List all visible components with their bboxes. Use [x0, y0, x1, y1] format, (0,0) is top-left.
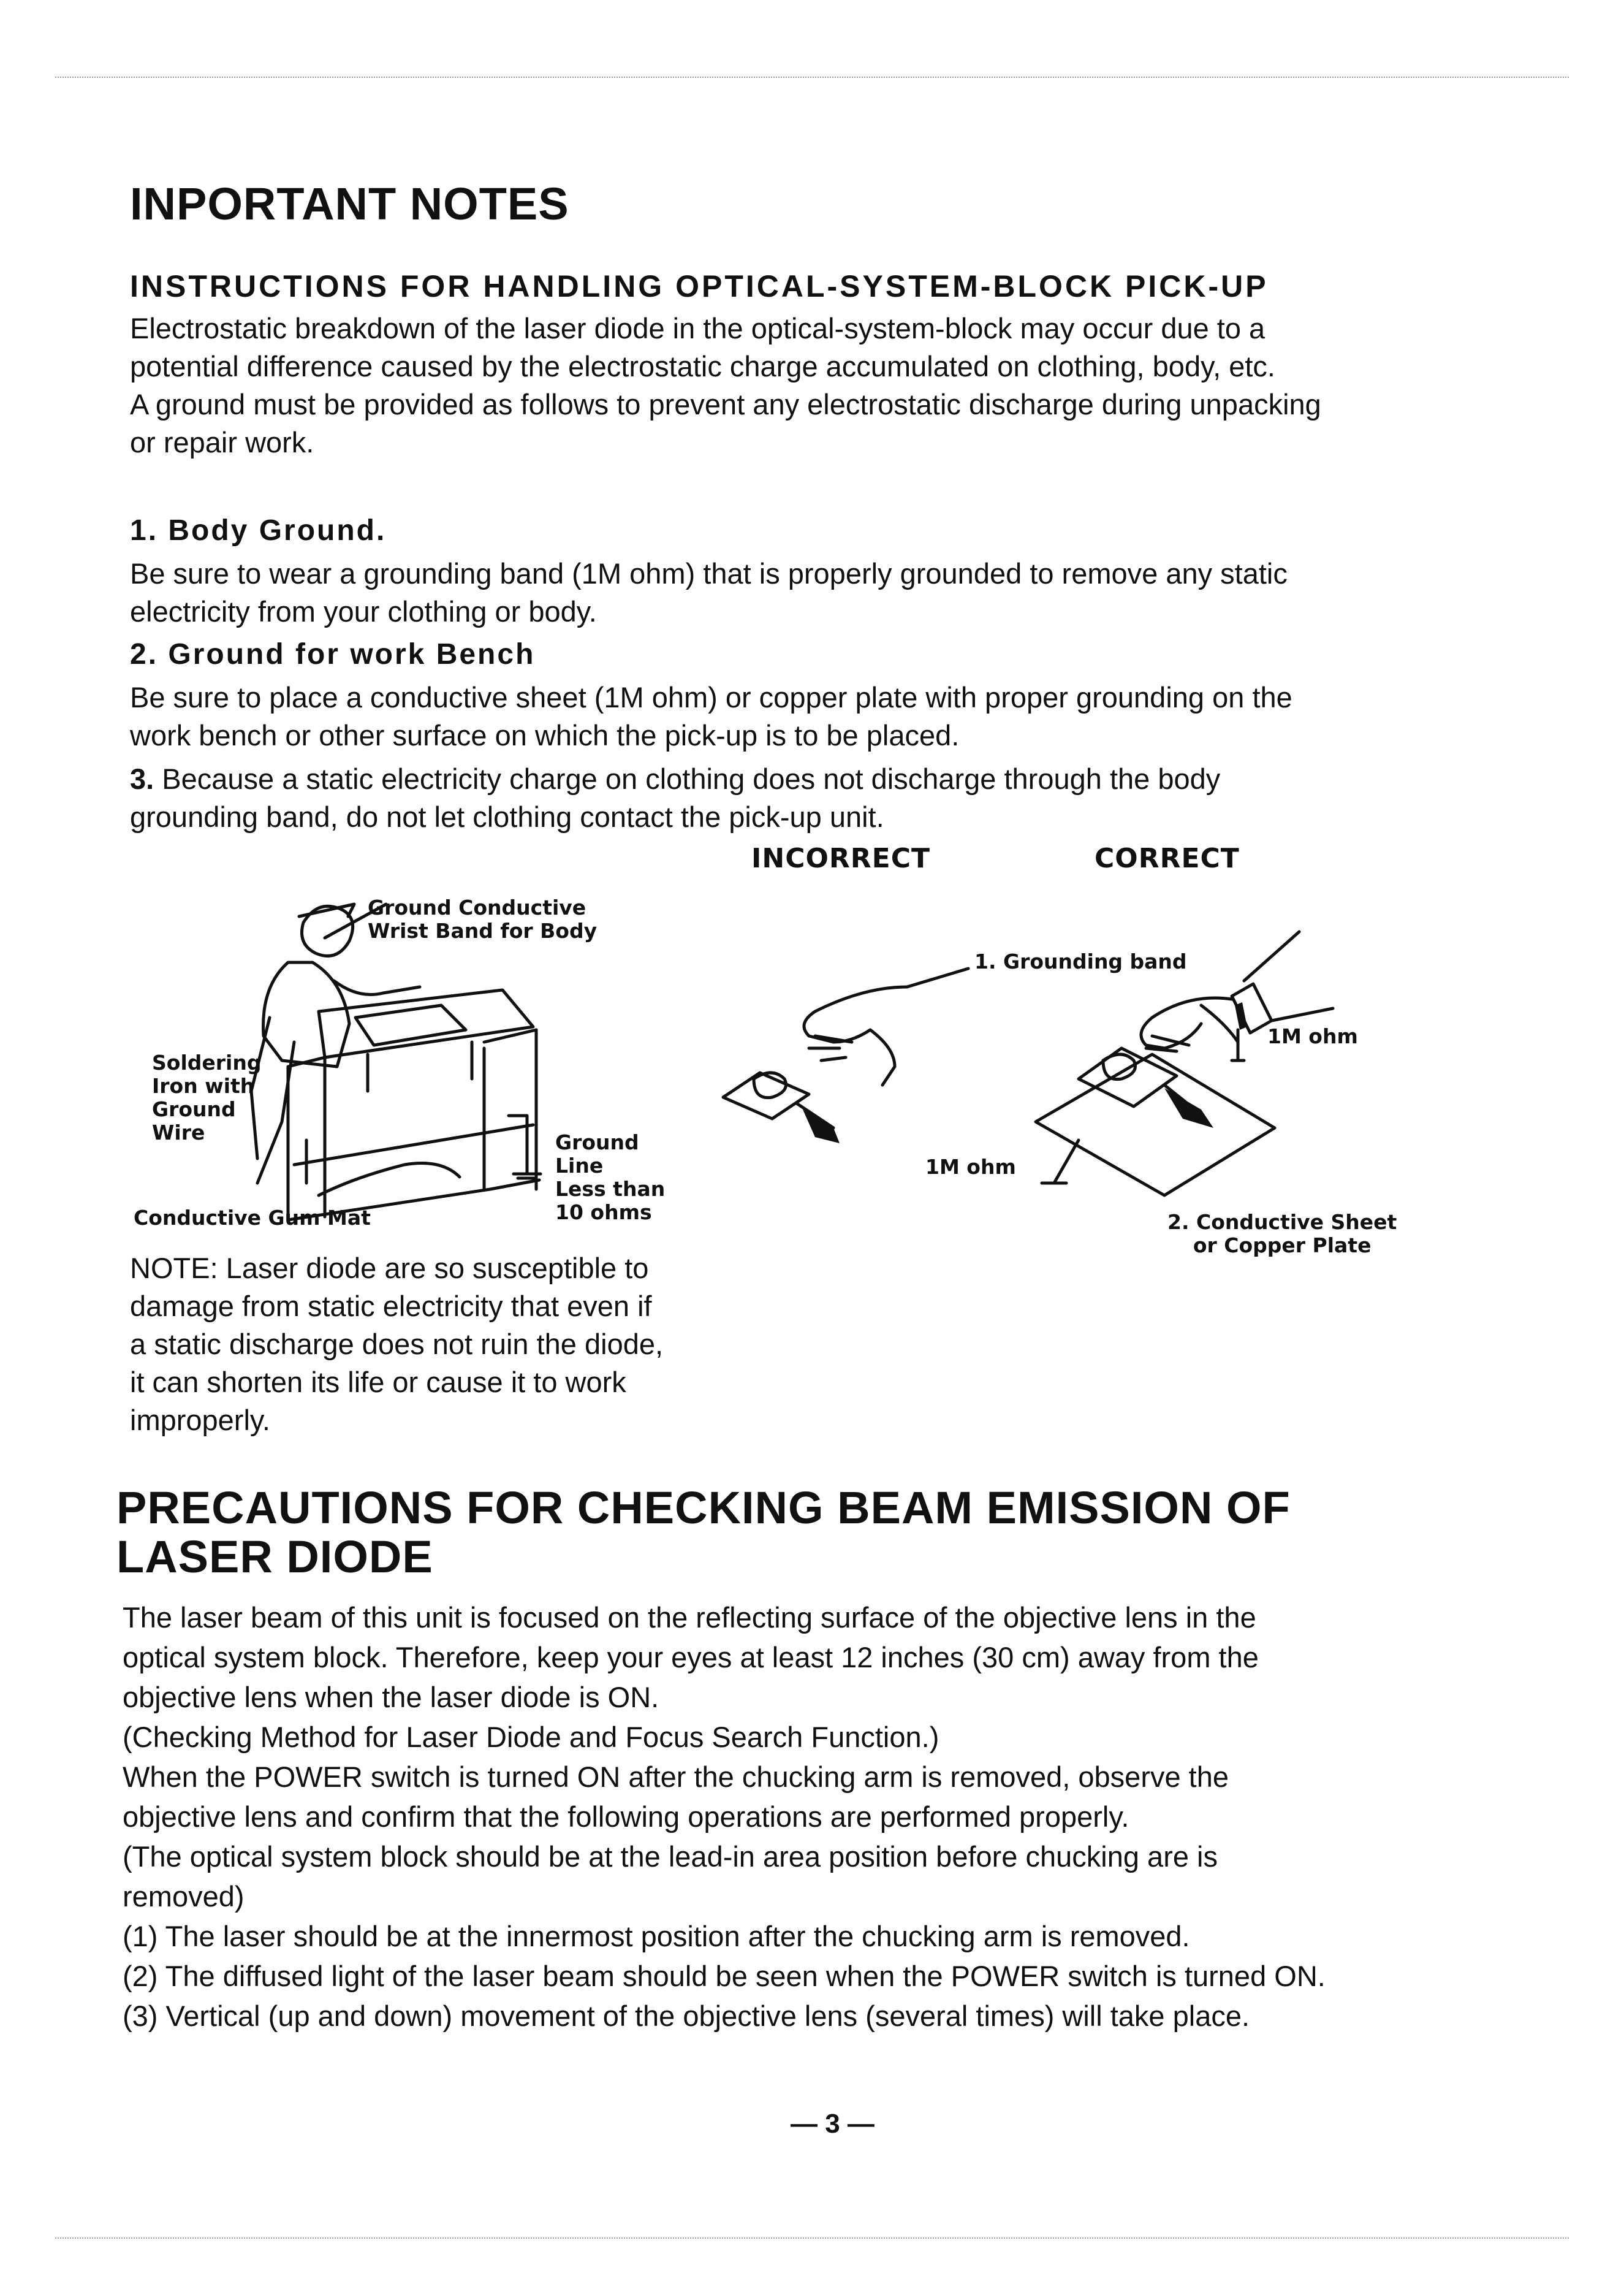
wrist-band-label: Ground Conductive Wrist Band for Body [368, 896, 598, 943]
grounding-band-label: 1. Grounding band [974, 950, 1187, 973]
correct-ground-clip [1164, 1088, 1213, 1128]
precautions-paragraph [123, 1597, 1563, 2036]
text-line: optical system block. Therefore, keep your eyes at least 12 inches (30 cm) away from the [123, 1641, 1259, 1673]
incorrect-hand [804, 969, 968, 1085]
text-line: it can shorten its life or cause it to work [130, 1366, 626, 1398]
text-line: Because a static electricity charge on clothing does not discharge through the body [154, 763, 1221, 795]
technician-figure [251, 904, 420, 1183]
text-line: (2) The diffused light of the laser beam should be seen when the POWER switch is turned ON. [123, 1960, 1326, 1992]
important-notes-title: INPORTANT NOTES [130, 178, 569, 229]
item3-number: 3. [130, 763, 154, 795]
conductive-sheet [1036, 1054, 1275, 1195]
text-line: (3) Vertical (up and down) movement of the objective lens (several times) will take place. [123, 2000, 1250, 2032]
grounding-band-strap [1235, 1002, 1247, 1030]
text-line: damage from static electricity that even if [130, 1290, 652, 1322]
page-number: — 3 — [791, 2109, 875, 2139]
incorrect-label: INCORRECT [751, 843, 931, 874]
text-line: work bench or other surface on which the pick-up is to be placed. [130, 719, 960, 752]
soldering-iron-label: Soldering Iron with Ground Wire [152, 1051, 262, 1144]
note-paragraph [130, 1249, 804, 1439]
text-line: Electrostatic breakdown of the laser diode in the optical-system-block may occur due to a [130, 312, 1265, 345]
text-line: Be sure to place a conductive sheet (1M ohm) or copper plate with proper grounding on the [130, 681, 1292, 714]
note-label: NOTE [130, 1252, 210, 1284]
text-line: (Checking Method for Laser Diode and Focus Search Function.) [123, 1721, 939, 1753]
sheet-ground-wire [1042, 1140, 1079, 1183]
text-line: a static discharge does not ruin the diode, [130, 1328, 664, 1360]
text-line: electricity from your clothing or body. [130, 595, 597, 628]
text-line: : Laser diode are so susceptible to [210, 1252, 649, 1284]
gum-mat-label: Conductive Gum Mat [134, 1206, 371, 1230]
text-line: grounding band, do not let clothing contact the pick-up unit. [130, 801, 884, 833]
text-line: When the POWER switch is turned ON after the chucking arm is removed, observe the [123, 1761, 1229, 1793]
text-line: potential difference caused by the electrostatic charge accumulated on clothing, body, etc. [130, 350, 1275, 383]
work-bench-heading: 2. Ground for work Bench [130, 638, 536, 671]
text-line: The laser beam of this unit is focused on the reflecting surface of the objective lens in the [123, 1601, 1256, 1634]
text-line: (1) The laser should be at the innermost position after the chucking arm is removed. [123, 1920, 1190, 1952]
band-resistance-label: 1M ohm [1267, 1024, 1358, 1048]
correct-label: CORRECT [1095, 843, 1240, 874]
instructions-subtitle: INSTRUCTIONS FOR HANDLING OPTICAL-SYSTEM-BLOCK PICK-UP [130, 269, 1269, 303]
text-line: removed) [123, 1880, 245, 1913]
text-line: objective lens and confirm that the following operations are performed properly. [123, 1800, 1129, 1833]
text-line: Be sure to wear a grounding band (1M ohm) that is properly grounded to remove any static [130, 557, 1288, 590]
text-line: or repair work. [130, 426, 314, 459]
incorrect-ground-clip [803, 1110, 840, 1143]
conductive-sheet-label: 2. Conductive Sheet or Copper Plate [1167, 1210, 1397, 1257]
precautions-title: PRECAUTIONS FOR CHECKING BEAM EMISSION OF LASER DIODE [116, 1482, 1291, 1582]
text-line: improperly. [130, 1404, 270, 1436]
body-ground-heading: 1. Body Ground. [130, 514, 387, 547]
sheet-resistance-label: 1M ohm [925, 1155, 1016, 1179]
ground-line-label: Ground Line Less than 10 ohms [555, 1130, 666, 1224]
text-line: (The optical system block should be at the lead-in area position before chucking are is [123, 1840, 1218, 1873]
text-line: objective lens when the laser diode is ON. [123, 1681, 659, 1713]
workbench [288, 990, 539, 1220]
text-line: A ground must be provided as follows to prevent any electrostatic discharge during unpacking [130, 388, 1321, 421]
